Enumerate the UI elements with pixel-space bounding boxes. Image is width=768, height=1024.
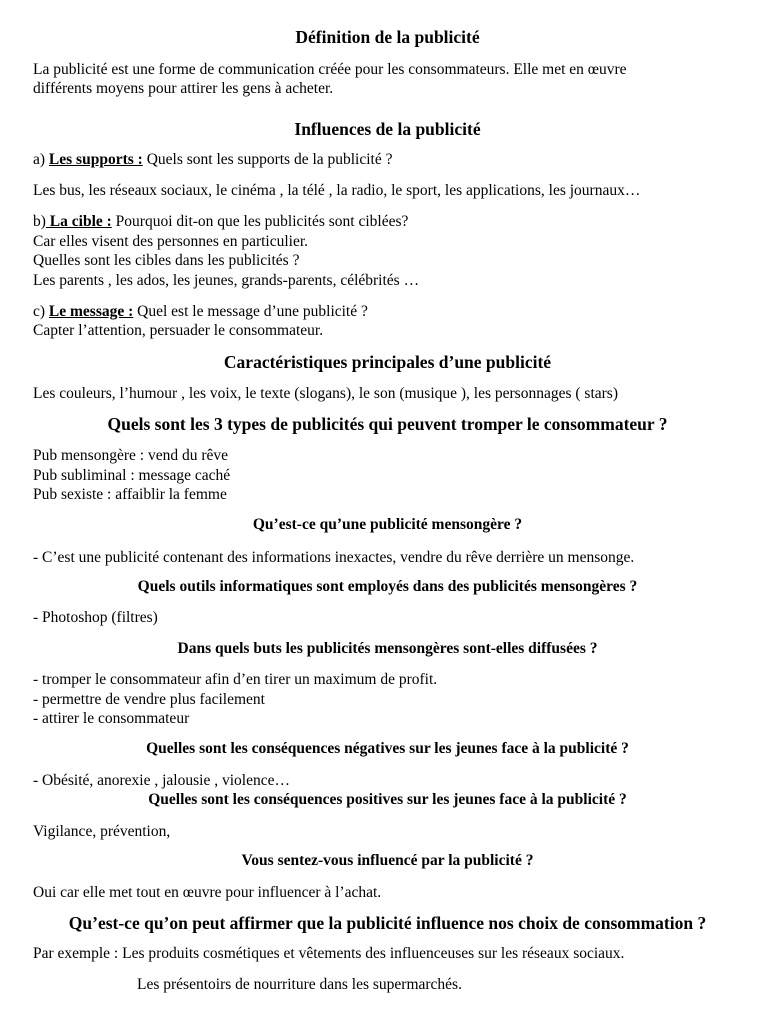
cible-label: La cible : — [45, 213, 112, 230]
question-mensongere: Qu’est-ce qu’une publicité mensongère ? — [252, 516, 523, 533]
definition-line-2: différents moyens pour attirer les gens à acheter. — [33, 80, 334, 97]
question-influence: Vous sentez-vous influencé par la publicité ? — [241, 852, 534, 869]
supports-answer: Les bus, les réseaux sociaux, le cinéma , la télé , la radio, le sport, les applications, les journaux… — [33, 182, 641, 199]
heading-influences: Influences de la publicité — [294, 119, 481, 139]
answer-buts-3: - attirer le consommateur — [33, 710, 190, 727]
question-choix: Qu’est-ce qu’on peut affirmer que la publicité influence nos choix de consommation ? — [68, 913, 707, 933]
message-question-text: Quel est le message d’une publicité ? — [133, 303, 368, 320]
question-positives: Quelles sont les conséquences positives sur les jeunes face à la publicité ? — [148, 791, 627, 808]
cible-prefix: b) — [33, 213, 46, 230]
heading-definition: Définition de la publicité — [295, 27, 480, 47]
cible-question-text: Pourquoi dit-on que les publicités sont ciblées? — [111, 213, 409, 230]
supports-label: Les supports : — [48, 151, 143, 168]
answer-outils: - Photoshop (filtres) — [33, 609, 158, 626]
question-buts: Dans quels buts les publicités mensongères sont-elles diffusées ? — [177, 640, 598, 657]
answer-positives: Vigilance, prévention, — [33, 823, 171, 840]
cible-line-1: Car elles visent des personnes en particulier. — [33, 233, 309, 250]
question-negatives: Quelles sont les conséquences négatives sur les jeunes face à la publicité ? — [146, 740, 629, 757]
supports-question — [33, 150, 742, 170]
answer-choix-2: Les présentoirs de nourriture dans les supermarchés. — [137, 976, 462, 993]
answer-choix-1: Par exemple : Les produits cosmétiques et vêtements des influenceuses sur les réseaux sociaux. — [33, 945, 625, 962]
supports-question-text: Quels sont les supports de la publicité ? — [142, 151, 393, 168]
definition-line-1: La publicité est une forme de communication créée pour les consommateurs. Elle met en œuvre — [33, 61, 627, 78]
message-answer: Capter l’attention, persuader le consommateur. — [33, 322, 324, 339]
question-outils: Quels outils informatiques sont employés dans des publicités mensongères ? — [137, 578, 638, 595]
types-line-2: Pub subliminal : message caché — [33, 467, 231, 484]
cible-question — [33, 212, 742, 232]
message-prefix: c) — [33, 303, 49, 320]
supports-prefix: a) — [33, 151, 49, 168]
caracteristiques-text: Les couleurs, l’humour , les voix, le texte (slogans), le son (musique ), les personnages ( stars) — [33, 385, 618, 402]
heading-types: Quels sont les 3 types de publicités qui peuvent tromper le consommateur ? — [107, 414, 668, 434]
cible-line-3: Les parents , les ados, les jeunes, grands-parents, célébrités … — [33, 272, 420, 289]
message-label: Le message : — [48, 303, 134, 320]
cible-line-2: Quelles sont les cibles dans les publicités ? — [33, 252, 300, 269]
answer-negatives: - Obésité, anorexie , jalousie , violence… — [33, 772, 290, 789]
types-line-3: Pub sexiste : affaiblir la femme — [33, 486, 227, 503]
types-line-1: Pub mensongère : vend du rêve — [33, 447, 228, 464]
message-question — [33, 302, 742, 322]
answer-buts-2: - permettre de vendre plus facilement — [33, 691, 265, 708]
answer-influence: Oui car elle met tout en œuvre pour influencer à l’achat. — [33, 884, 382, 901]
answer-buts-1: - tromper le consommateur afin d’en tirer un maximum de profit. — [33, 671, 438, 688]
answer-mensongere: - C’est une publicité contenant des informations inexactes, vendre du rêve derrière un mensonge. — [33, 549, 635, 566]
heading-caracteristiques: Caractéristiques principales d’une publicité — [223, 352, 552, 372]
